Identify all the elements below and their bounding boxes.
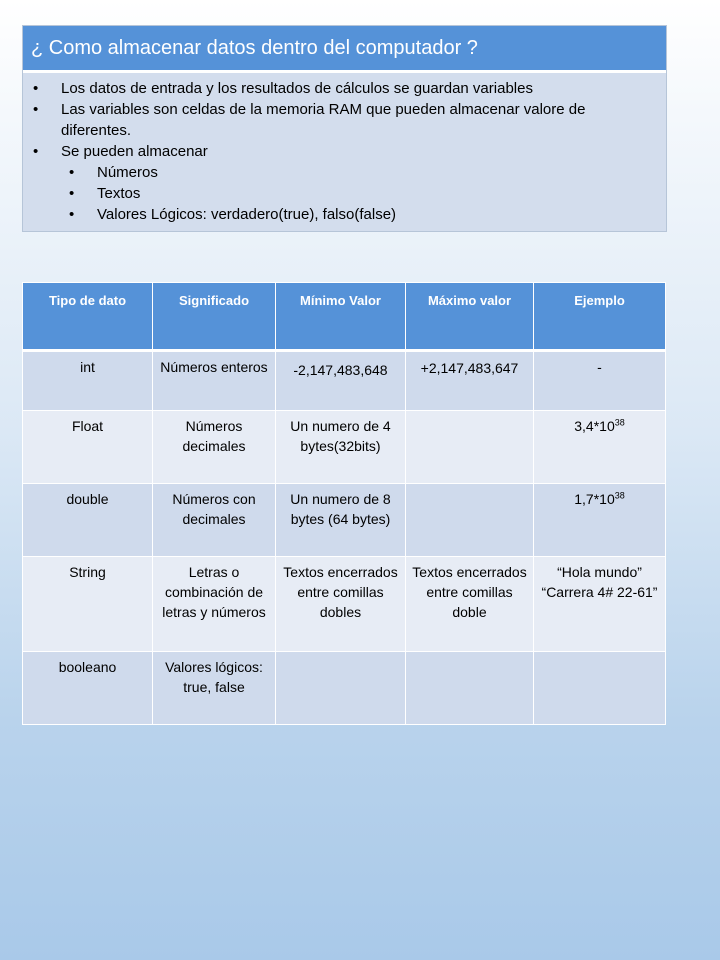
cell-maximo: Textos encerrados entre comillas doble <box>406 557 534 652</box>
ejemplo-line: “Hola mundo” <box>557 564 642 580</box>
ejemplo-line: “Carrera 4# 22-61” <box>541 584 658 600</box>
table-row <box>23 351 666 411</box>
bullet-item: • Las variables son celdas de la memoria RAM que pueden almacenar valore de diferentes. <box>33 99 656 141</box>
cell-significado: Letras o combinación de letras y números <box>153 557 276 652</box>
cell-significado: Números con decimales <box>153 484 276 557</box>
bullet-item: • Los datos de entrada y los resultados de cálculos se guardan variables <box>33 78 656 99</box>
cell-significado: Números decimales <box>153 411 276 484</box>
column-header-maximo: Máximo valor <box>406 283 534 351</box>
cell-significado: Números enteros <box>153 351 276 411</box>
ejemplo-exponent: 38 <box>614 417 625 428</box>
cell-minimo: Textos encerrados entre comillas dobles <box>276 557 406 652</box>
cell-tipo: booleano <box>23 652 153 725</box>
cell-minimo: Un numero de 4 bytes(32bits) <box>276 411 406 484</box>
cell-tipo: String <box>23 557 153 652</box>
cell-ejemplo <box>534 411 666 484</box>
table-row <box>23 652 666 725</box>
table-row <box>23 411 666 484</box>
cell-ejemplo <box>534 557 666 652</box>
cell-ejemplo: - <box>534 351 666 411</box>
column-header-ejemplo: Ejemplo <box>534 283 666 351</box>
info-box <box>22 25 667 232</box>
cell-ejemplo <box>534 484 666 557</box>
bullet-item: • Se pueden almacenar <box>33 141 656 162</box>
cell-maximo: +2,147,483,647 <box>406 351 534 411</box>
column-header-minimo: Mínimo Valor <box>276 283 406 351</box>
cell-maximo <box>406 652 534 725</box>
ejemplo-exponent: 38 <box>614 490 625 501</box>
cell-ejemplo <box>534 652 666 725</box>
cell-tipo: double <box>23 484 153 557</box>
table-row <box>23 484 666 557</box>
ejemplo-base: 1,7*10 <box>574 491 615 507</box>
cell-minimo: Un numero de 8 bytes (64 bytes) <box>276 484 406 557</box>
sub-bullet-item: • Números <box>33 162 656 183</box>
table-header-row <box>23 283 666 351</box>
cell-maximo <box>406 484 534 557</box>
table-row <box>23 557 666 652</box>
ejemplo-base: 3,4*10 <box>574 418 615 434</box>
cell-minimo <box>276 652 406 725</box>
info-box-body <box>23 73 666 231</box>
data-types-table <box>22 282 666 725</box>
column-header-significado: Significado <box>153 283 276 351</box>
cell-maximo <box>406 411 534 484</box>
sub-bullet-item: • Textos <box>33 183 656 204</box>
cell-minimo: -2,147,483,648 <box>276 351 406 411</box>
cell-significado: Valores lógicos: true, false <box>153 652 276 725</box>
info-box-title: ¿ Como almacenar datos dentro del computador ? <box>23 26 666 73</box>
column-header-tipo: Tipo de dato <box>23 283 153 351</box>
cell-tipo: Float <box>23 411 153 484</box>
cell-tipo: int <box>23 351 153 411</box>
sub-bullet-item: • Valores Lógicos: verdadero(true), falso(false) <box>33 204 656 225</box>
